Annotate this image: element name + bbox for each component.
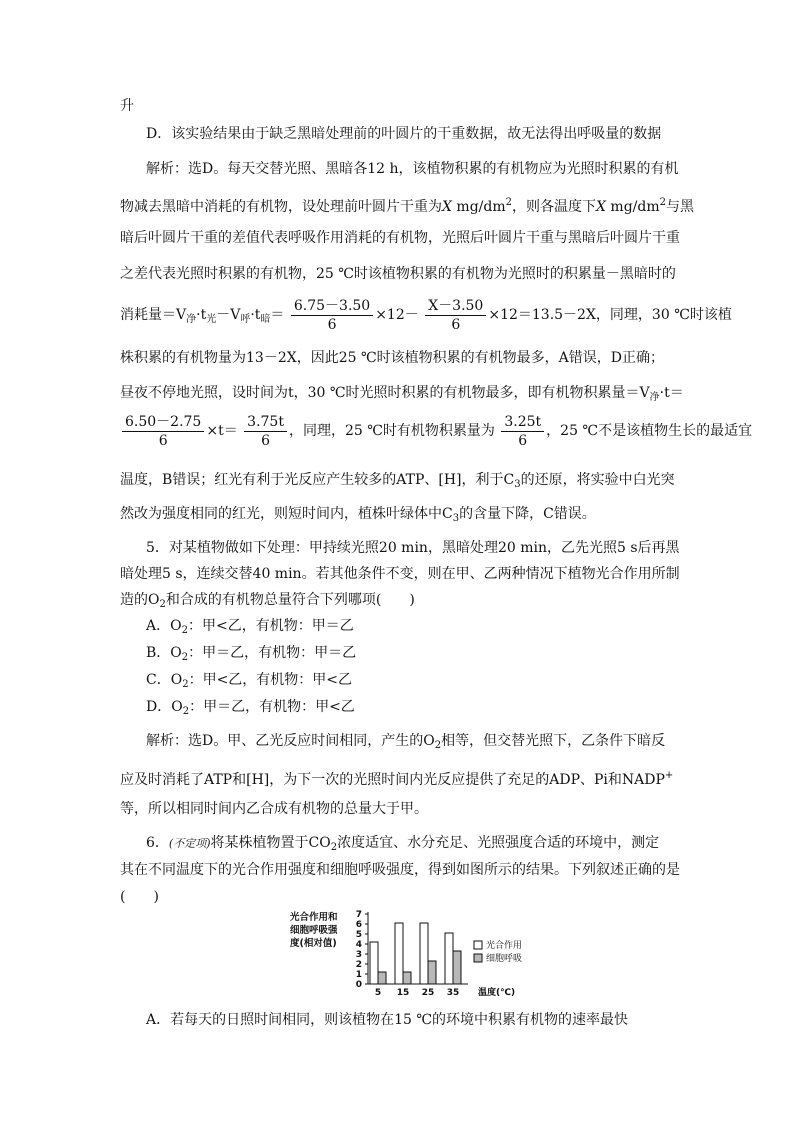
option-c: C．$O_2$：甲<乙，有机物：甲<乙 bbox=[146, 672, 353, 690]
fraction: $\frac{6.50-2.75}{6}$ bbox=[122, 413, 204, 450]
y-axis-label: 度(相对值) bbox=[290, 938, 337, 949]
bar bbox=[445, 933, 453, 984]
y-axis-label: 细胞呼吸强 bbox=[290, 925, 338, 936]
y-tick-label: 7 bbox=[355, 910, 362, 920]
option-b: B．$O_2$：甲＝乙，有机物：甲＝乙 bbox=[146, 645, 357, 663]
analysis-line: 昼夜不停地光照，设时间为t，30 ℃时光照时积累的有机物最多，即有机物积累量$=V_净\cdot t=$ bbox=[120, 385, 684, 403]
y-axis-label: 光合作用和 bbox=[290, 912, 338, 923]
y-tick-label: 1 bbox=[355, 970, 362, 980]
answer-bracket: ( ) bbox=[120, 889, 159, 905]
analysis-line: 温度，B错误；红光有利于光反应产生较多的ATP、[H]，利于$C_3$的还原，将实验中白光突 bbox=[120, 472, 675, 490]
formula-line: 消耗量$=V_净\cdot t_光-V_呼\cdot t_暗=$ $\frac{6.75-3.50}{6}$ ×12－ $\frac{X-3.50}{6}$ ×12＝13.5－2X，同理，30 ℃时该植 bbox=[120, 297, 732, 333]
y-tick-label: 4 bbox=[355, 940, 362, 950]
bar bbox=[428, 961, 436, 984]
legend-swatch bbox=[474, 954, 482, 962]
option-d: D．$O_2$：甲＝乙，有机物：甲<乙 bbox=[146, 699, 355, 717]
question-stem: 6．(不定项)将某株植物置于$CO_2$浓度适宜、水分充足、光照强度合适的环境中，测定 bbox=[146, 835, 660, 853]
bar bbox=[453, 951, 461, 984]
analysis-line: 之差代表光照时积累的有机物，25 ℃时该植物积累的有机物为光照时的积累量－黑暗时的 bbox=[120, 266, 676, 282]
legend-label: 光合作用 bbox=[486, 941, 523, 951]
option-a: A．若每天的日照时间相同，则该植物在15 ℃的环境中积累有机物的速率最快 bbox=[146, 1012, 629, 1028]
question-stem: 暗处理5 s，连续交替40 min。若其他条件不变，则在甲、乙两种情况下植物光合作用所制 bbox=[120, 566, 680, 582]
y-tick-label: 5 bbox=[355, 930, 362, 940]
x-axis-label: 温度(℃) bbox=[478, 988, 516, 998]
analysis-line: 等，所以相同时间内乙合成有机物的总量大于甲。 bbox=[120, 801, 428, 817]
bar bbox=[403, 972, 411, 984]
legend-label: 细胞呼吸 bbox=[486, 954, 523, 964]
analysis-line: 然改为强度相同的红光，则短时间内，植株叶绿体中$C_3$的含量下降，C错误。 bbox=[120, 506, 596, 524]
analysis-line: 株积累的有机物量为13－2X，因此25 ℃时该植物积累的有机物最多，A错误，D正确； bbox=[120, 350, 664, 366]
question-stem: 造的$O_2$和合成的有机物总量符合下列哪项( ) bbox=[120, 592, 415, 610]
y-tick-label: 0 bbox=[355, 980, 362, 990]
continued-text: 升 bbox=[120, 98, 134, 114]
fraction: $\frac{X-3.50}{6}$ bbox=[425, 297, 486, 334]
x-tick-label: 35 bbox=[446, 988, 460, 998]
analysis-line: 应及时消耗了ATP和[H]，为下一次的光照时间内光反应提供了充足的ADP、Pi和NADP+ bbox=[120, 770, 674, 788]
option-d: D．该实验结果由于缺乏黑暗处理前的叶圆片的干重数据，故无法得出呼吸量的数据 bbox=[146, 126, 662, 142]
analysis-line: 解析：选D。每天交替光照、黑暗各12 h，该植物积累的有机物应为光照时积累的有机 bbox=[146, 161, 679, 177]
fraction: $\frac{3.25t}{6}$ bbox=[501, 413, 544, 450]
fraction: $\frac{6.75-3.50}{6}$ bbox=[291, 297, 373, 334]
bar bbox=[420, 923, 428, 984]
y-tick-label: 2 bbox=[355, 960, 362, 970]
legend-swatch bbox=[474, 941, 482, 949]
fraction: $\frac{3.75t}{6}$ bbox=[244, 413, 287, 450]
question-stem: 其在不同温度下的光合作用强度和细胞呼吸强度，得到如图所示的结果。下列叙述正确的是 bbox=[120, 862, 680, 878]
bar bbox=[395, 923, 403, 984]
bar bbox=[378, 972, 386, 984]
x-tick-label: 15 bbox=[396, 988, 410, 998]
question-stem: 5．对某植物做如下处理：甲持续光照20 min，黑暗处理20 min，乙先光照5 s后再黑 bbox=[146, 540, 680, 556]
analysis-line: 物减去黑暗中消耗的有机物，设处理前叶圆片干重为X $mg/dm^2$，则各温度下X $mg/dm^2$与黑 bbox=[120, 197, 694, 215]
bar-chart bbox=[288, 908, 538, 1000]
y-tick-label: 3 bbox=[355, 950, 362, 960]
x-tick-label: 5 bbox=[374, 988, 382, 998]
bar bbox=[370, 942, 378, 984]
question-type-tag: (不定项) bbox=[168, 837, 211, 850]
analysis-line: 暗后叶圆片干重的差值代表呼吸作用消耗的有机物，光照后叶圆片干重与黑暗后叶圆片干重 bbox=[120, 230, 680, 246]
analysis-line: 解析：选D。甲、乙光反应时间相同，产生的$O_2$相等，但交替光照下，乙条件下暗反 bbox=[146, 733, 666, 751]
formula-line: $\frac{6.50-2.75}{6}$ ×t＝ $\frac{3.75t}{6}$ ，同理，25 ℃时有机物积累量为 $\frac{3.25t}{6}$ ，25 ℃不是该植物生长的最适宜 bbox=[120, 412, 752, 450]
option-a: A．$O_2$：甲<乙，有机物：甲＝乙 bbox=[146, 618, 354, 636]
x-tick-label: 25 bbox=[421, 988, 435, 998]
y-tick-label: 6 bbox=[355, 920, 362, 930]
